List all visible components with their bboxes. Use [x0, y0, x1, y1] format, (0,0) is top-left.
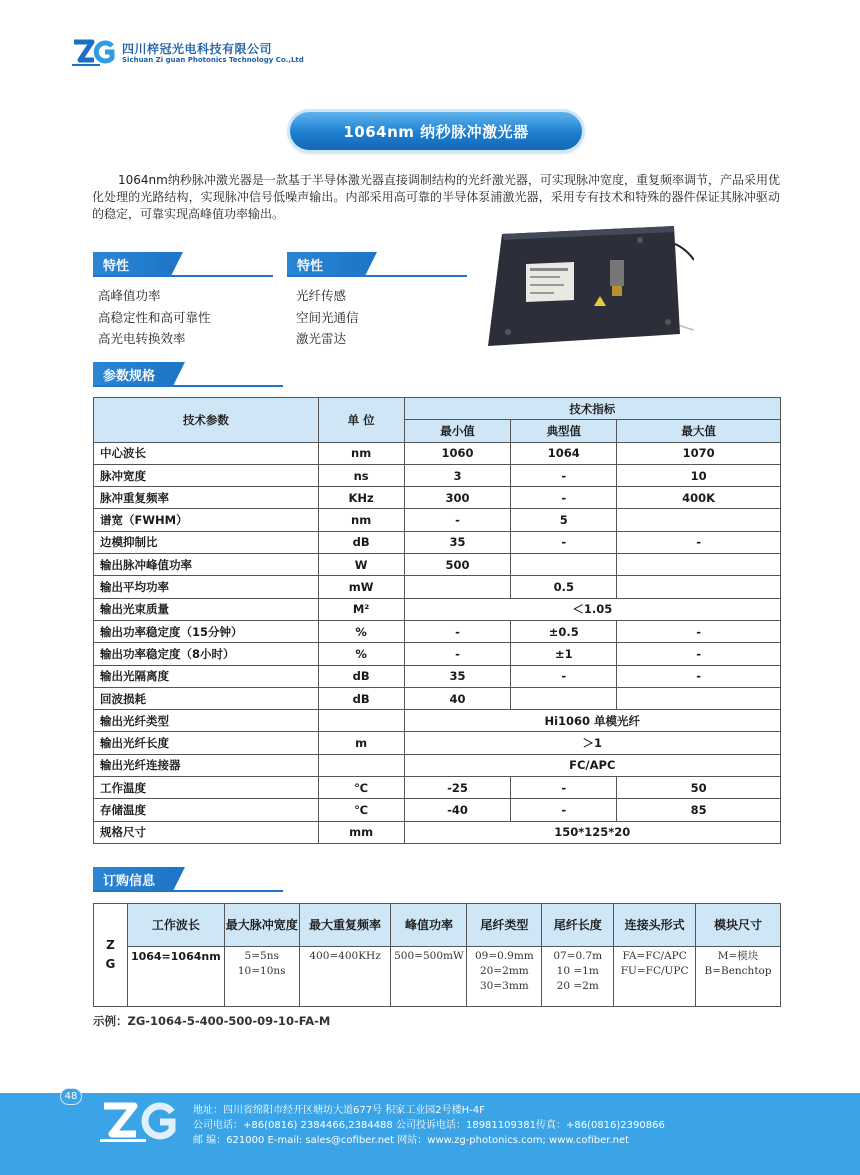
- spec-typ-cell: -: [511, 487, 617, 509]
- features-right-underline: [287, 275, 467, 277]
- spec-typ-cell: 5: [511, 509, 617, 531]
- spec-param-cell: 边模抑制比: [94, 531, 319, 553]
- spec-param-cell: 谱宽（FWHM）: [94, 509, 319, 531]
- spec-unit-cell: ns: [318, 464, 404, 486]
- spec-row: [94, 598, 781, 620]
- company-name-cn: 四川梓冠光电科技有限公司: [122, 42, 273, 56]
- spec-row: [94, 509, 781, 531]
- spec-row: [94, 620, 781, 642]
- order-option-cell: [696, 947, 781, 1007]
- page-number: 48: [60, 1088, 82, 1105]
- spec-row: [94, 821, 781, 843]
- spec-min-cell: 40: [404, 687, 511, 709]
- spec-row: [94, 732, 781, 754]
- order-prefix-letter: G: [105, 957, 116, 971]
- spec-row: [94, 464, 781, 486]
- spec-typ-cell: -: [511, 777, 617, 799]
- spec-unit-cell: M²: [318, 598, 404, 620]
- spec-max-cell: [617, 554, 781, 576]
- spec-unit-cell: dB: [318, 531, 404, 553]
- spec-unit-cell: KHz: [318, 487, 404, 509]
- spec-max-cell: -: [617, 531, 781, 553]
- feature-item: 高稳定性和高可靠性: [98, 309, 211, 325]
- intro-paragraph: 1064nm纳秒脉冲激光器是一款基于半导体激光器直接调制结构的光纤激光器，可实现脉冲宽度，重复频率调节，产品采用优化处理的光路结构，实现脉冲信号低噪声输出。内部采用高可靠的半导体泵浦激光器，采用专有技术和特殊的器件保证其脉冲驱动的稳定，可靠实现高峰值功率输出。: [92, 173, 780, 221]
- spec-param-cell: 回波损耗: [94, 687, 319, 709]
- spec-min-cell: 35: [404, 531, 511, 553]
- spec-max-cell: 1070: [617, 442, 781, 464]
- footer-post-email-web: 邮 编：621000 E-mail: sales@cofiber.net 网站：www.zg-photonics.com; www.cofiber.net: [193, 1135, 630, 1146]
- order-option: 30=3mm: [479, 980, 529, 992]
- spec-row: [94, 643, 781, 665]
- spec-unit-cell: mm: [318, 821, 404, 843]
- spec-param-cell: 输出光束质量: [94, 598, 319, 620]
- spec-max-cell: 10: [617, 464, 781, 486]
- footer-address: 地址：四川省绵阳市经开区塘坊大道677号 积家工业园2号楼H-4F: [193, 1105, 485, 1116]
- spec-min-cell: -: [404, 620, 511, 642]
- spec-max-cell: 50: [617, 777, 781, 799]
- order-option: B=Benchtop: [704, 965, 772, 977]
- order-option: 400=400KHz: [309, 950, 381, 962]
- header-unit: 单 位: [318, 398, 404, 443]
- spec-min-cell: -25: [404, 777, 511, 799]
- order-header-cell: 最大脉冲宽度: [224, 904, 299, 947]
- spec-unit-cell: dB: [318, 665, 404, 687]
- spec-param-cell: 脉冲宽度: [94, 464, 319, 486]
- spec-row: [94, 665, 781, 687]
- spec-unit-cell: [318, 710, 404, 732]
- header-param: 技术参数: [94, 398, 319, 443]
- spec-typ-cell: 0.5: [511, 576, 617, 598]
- spec-unit-cell: dB: [318, 687, 404, 709]
- spec-min-cell: -40: [404, 799, 511, 821]
- order-header-cell: 尾纤长度: [542, 904, 614, 947]
- laser-module-image: [482, 222, 694, 362]
- spec-max-cell: [617, 576, 781, 598]
- features-left-heading: [93, 252, 171, 276]
- application-item: 光纤传感: [296, 288, 347, 303]
- footer-phone: 公司电话：+86(0816) 2384466,2384488 公司投诉电话：18981109381传真：+86(0816)2390866: [193, 1120, 665, 1131]
- features-left-title: 特性: [103, 258, 130, 274]
- spec-value-cell: ＞1: [404, 732, 780, 754]
- order-option: 20=2mm: [479, 965, 529, 977]
- spec-param-cell: 中心波长: [94, 442, 319, 464]
- spec-unit-cell: %: [318, 620, 404, 642]
- spec-unit-cell: nm: [318, 442, 404, 464]
- page-title: 1064nm 纳秒脉冲激光器: [343, 122, 529, 141]
- feature-item: 高峰值功率: [98, 288, 161, 303]
- order-header-cell: 最大重复频率: [299, 904, 391, 947]
- spec-param-cell: 输出脉冲峰值功率: [94, 554, 319, 576]
- spec-param-cell: 规格尺寸: [94, 821, 319, 843]
- spec-row: [94, 710, 781, 732]
- spec-min-cell: -: [404, 643, 511, 665]
- spec-unit-cell: W: [318, 554, 404, 576]
- spec-param-cell: 存储温度: [94, 799, 319, 821]
- spec-param-cell: 输出光隔离度: [94, 665, 319, 687]
- order-option-cell: [542, 947, 614, 1007]
- spec-param-cell: 输出光纤类型: [94, 710, 319, 732]
- spec-row: [94, 487, 781, 509]
- order-header-cell: 尾纤类型: [467, 904, 542, 947]
- order-option: 20 =2m: [556, 980, 599, 992]
- header-min: 最小值: [404, 420, 511, 442]
- order-header-cell: 峰值功率: [391, 904, 467, 947]
- features-left-list: [98, 285, 211, 350]
- spec-typ-cell: -: [511, 531, 617, 553]
- spec-typ-cell: ±1: [511, 643, 617, 665]
- spec-param-cell: 输出光纤长度: [94, 732, 319, 754]
- spec-value-cell: FC/APC: [404, 754, 780, 776]
- spec-max-cell: -: [617, 643, 781, 665]
- order-header-cell: 模块尺寸: [696, 904, 781, 947]
- spec-param-cell: 脉冲重复频率: [94, 487, 319, 509]
- order-example: 示例：ZG-1064-5-400-500-09-10-FA-M: [93, 1014, 331, 1028]
- spec-min-cell: -: [404, 509, 511, 531]
- spec-row: [94, 777, 781, 799]
- footer-zg-logo-icon: [100, 1098, 180, 1144]
- feature-item: 高光电转换效率: [98, 331, 186, 346]
- order-option-cell: [391, 947, 467, 1007]
- zg-logo-icon: [72, 38, 118, 68]
- spec-min-cell: 500: [404, 554, 511, 576]
- spec-typ-cell: [511, 687, 617, 709]
- features-right-heading: [287, 252, 365, 276]
- order-option: 500=500mW: [394, 950, 464, 962]
- order-option: 10=10ns: [237, 965, 286, 977]
- spec-section-title: 参数规格: [103, 368, 156, 384]
- order-option: 5=5ns: [244, 950, 279, 962]
- application-item: 空间光通信: [296, 309, 359, 325]
- order-section-title: 订购信息: [103, 873, 156, 889]
- spec-value-cell: ＜1.05: [404, 598, 780, 620]
- spec-section-underline: [93, 385, 283, 387]
- spec-unit-cell: mW: [318, 576, 404, 598]
- order-header-cell: 连接头形式: [614, 904, 696, 947]
- spec-min-cell: 35: [404, 665, 511, 687]
- page-title-banner: [290, 112, 582, 150]
- spec-min-cell: 300: [404, 487, 511, 509]
- order-table: [93, 903, 781, 1007]
- features-right-list: [296, 285, 359, 350]
- order-header-cell: 工作波长: [127, 904, 224, 947]
- spec-unit-cell: m: [318, 732, 404, 754]
- spec-row: [94, 576, 781, 598]
- company-name-en: Sichuan Zi guan Photonics Technology Co.,Ltd: [122, 56, 304, 64]
- order-option-cell: [467, 947, 542, 1007]
- spec-param-cell: 输出功率稳定度（8小时）: [94, 643, 319, 665]
- footer-contact: [193, 1103, 665, 1148]
- features-right-title: 特性: [297, 258, 324, 274]
- order-option-cell: [224, 947, 299, 1007]
- spec-max-cell: [617, 509, 781, 531]
- order-prefix-letter: Z: [106, 938, 115, 952]
- spec-row: [94, 442, 781, 464]
- spec-unit-cell: nm: [318, 509, 404, 531]
- spec-unit-cell: ℃: [318, 777, 404, 799]
- spec-param-cell: 输出功率稳定度（15分钟）: [94, 620, 319, 642]
- spec-value-cell: Hi1060 单模光纤: [404, 710, 780, 732]
- order-option: 10 =1m: [556, 965, 599, 977]
- spec-typ-cell: -: [511, 799, 617, 821]
- features-left-underline: [93, 275, 273, 277]
- spec-typ-cell: 1064: [511, 442, 617, 464]
- order-option-cell: [614, 947, 696, 1007]
- order-option: FA=FC/APC: [622, 950, 687, 962]
- spec-unit-cell: ℃: [318, 799, 404, 821]
- spec-min-cell: [404, 576, 511, 598]
- spec-value-cell: 150*125*20: [404, 821, 780, 843]
- spec-row: [94, 799, 781, 821]
- spec-row: [94, 687, 781, 709]
- order-option: 07=0.7m: [553, 950, 603, 962]
- spec-min-cell: 1060: [404, 442, 511, 464]
- spec-typ-cell: -: [511, 464, 617, 486]
- spec-row: [94, 554, 781, 576]
- application-item: 激光雷达: [296, 331, 347, 346]
- spec-max-cell: 400K: [617, 487, 781, 509]
- order-option-cell: [127, 947, 224, 1007]
- spec-row: [94, 531, 781, 553]
- company-logo: [72, 38, 304, 70]
- header-spec-group: 技术指标: [404, 398, 780, 420]
- spec-typ-cell: ±0.5: [511, 620, 617, 642]
- order-prefix: [94, 904, 128, 1007]
- order-option: 09=0.9mm: [474, 950, 534, 962]
- spec-typ-cell: [511, 554, 617, 576]
- spec-max-cell: -: [617, 665, 781, 687]
- spec-unit-cell: %: [318, 643, 404, 665]
- spec-param-cell: 工作温度: [94, 777, 319, 799]
- header-max: 最大值: [617, 420, 781, 442]
- spec-max-cell: 85: [617, 799, 781, 821]
- spec-section-heading: [93, 362, 173, 386]
- order-option: M=模块: [717, 950, 759, 962]
- spec-max-cell: [617, 687, 781, 709]
- order-option: 1064=1064nm: [130, 950, 221, 963]
- order-option-cell: [299, 947, 391, 1007]
- order-section-heading: [93, 867, 173, 891]
- order-section-underline: [93, 890, 283, 892]
- spec-table: [93, 397, 781, 844]
- spec-max-cell: -: [617, 620, 781, 642]
- spec-typ-cell: -: [511, 665, 617, 687]
- spec-min-cell: 3: [404, 464, 511, 486]
- spec-param-cell: 输出平均功率: [94, 576, 319, 598]
- header-typ: 典型值: [511, 420, 617, 442]
- spec-row: [94, 754, 781, 776]
- spec-param-cell: 输出光纤连接器: [94, 754, 319, 776]
- spec-unit-cell: [318, 754, 404, 776]
- order-option: FU=FC/UPC: [620, 965, 689, 977]
